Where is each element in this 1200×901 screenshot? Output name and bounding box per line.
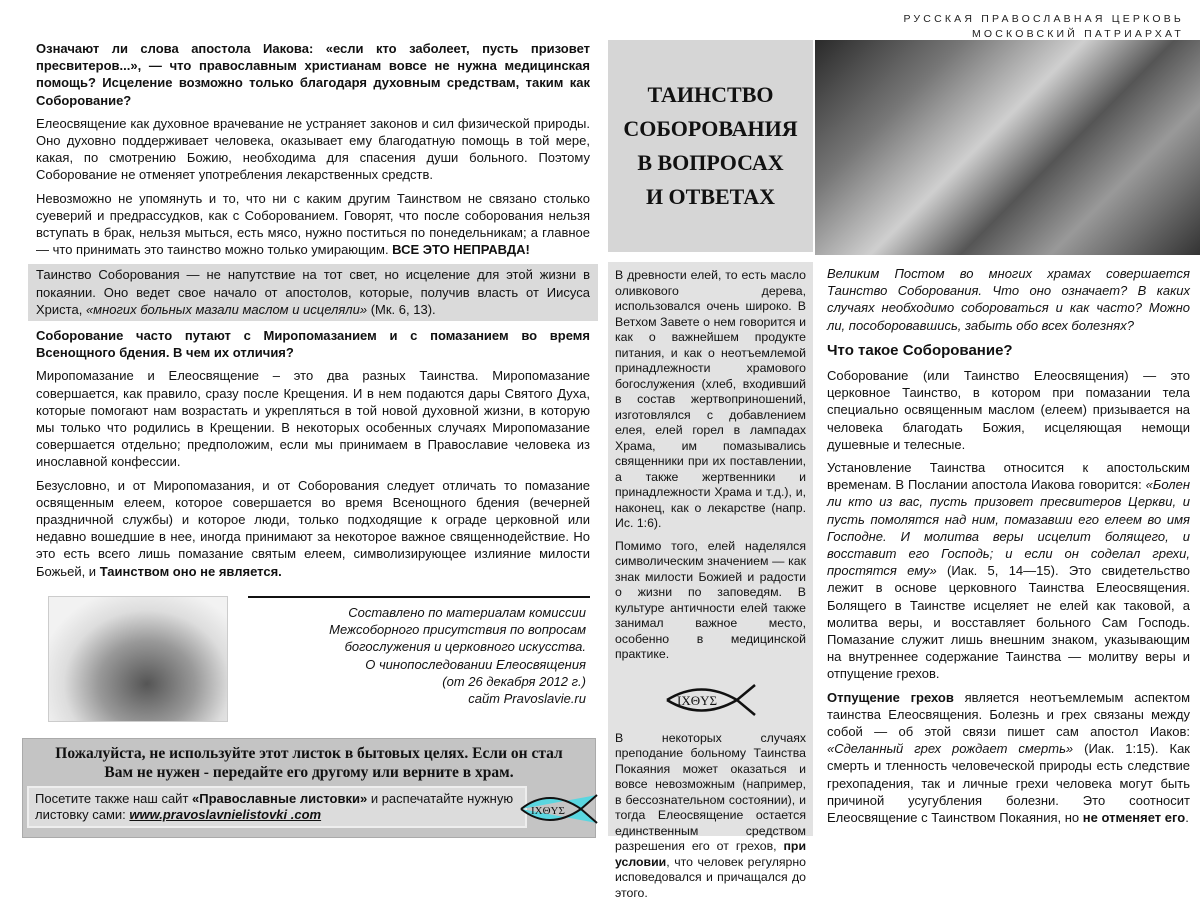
source-line: О чинопоследовании Елеосвящения (248, 656, 586, 673)
origin-paragraph (827, 459, 1190, 683)
website-box (27, 786, 527, 828)
left-column (36, 40, 590, 586)
sacrament-painting (815, 40, 1200, 255)
fish-text: IXΘYΣ (677, 693, 717, 708)
text: , что человек регулярно исповедовался и причащался до этого. (615, 855, 806, 900)
warning-line: Вам не нужен - передайте его другому или верните в храм. (23, 763, 595, 782)
oil-history-paragraph: В древности елей, то есть масло оливкового дерева, использовался очень широко. В Ветхом Завете о нем говорится и как о важнейшем продукте питания, и как о неотъемлемой принадлежности храмового богослужения (хлеб, входивший в состав жертвоприношений, изготовлялся с добавлением елея, елей горел в лампадах Храма, им помазывались священники при их поставлении, а также жертвенники и принадлежности Храма и т.д.), и, наконец, как о лекарстве (напр. Ис. 1:6). (615, 268, 806, 532)
highlight-box (28, 264, 598, 321)
answer-4 (36, 477, 590, 580)
emphasis: Таинством оно не является. (100, 564, 282, 579)
intro: Великим Постом во многих храмах совершается Таинство Соборования. Что оно означает? В каких случаях необходимо собороваться и как часто? Можно ли, пособоровавшись, забыть обо всех болезнях? (827, 265, 1190, 334)
quote: «Сделанный грех рождает смерть» (827, 741, 1073, 756)
right-column (827, 265, 1190, 832)
text: (Иак. 1:15). Как смерть и тленность человеческой природы есть следствие грехопадения, так и личные грехи человека могут быть причиной усугубления болезни. Это соотносит Елеосвящение с Таинством Покаяния, но (827, 741, 1190, 825)
forgiveness-paragraph (827, 689, 1190, 827)
source-line: Составлено по материалам комиссии (248, 604, 586, 621)
title-line: ТАИНСТВО (623, 78, 797, 112)
ichthys-fish-icon (519, 791, 599, 827)
header-line-2: МОСКОВСКИЙ ПАТРИАРХАТ (903, 27, 1184, 42)
text: Таинство Соборования — не напутствие на тот свет, но исцеление для этой жизни в покаянии. Оно ведет свое начало от апостолов, которые, получив власть от Иисуса Христа, (36, 267, 590, 316)
text: Невозможно не упомянуть и то, что ни с каким другим Таинством не связано столько суеверий и предрассудков, как с Соборованием. Говорят, что после соборования нельзя вступать в брак, нельзя мыться, есть мясо, нужно поститься по понедельникам; а главное — что принимать это таинство можно только умирающим. (36, 191, 590, 258)
text: (Мк. 6, 13). (367, 302, 436, 317)
title-box (608, 40, 813, 252)
emphasis: ВСЕ ЭТО НЕПРАВДА! (392, 242, 530, 257)
text: и распечатайте нужную листовку сами: (35, 791, 513, 822)
source-credit (248, 604, 586, 707)
divider (248, 596, 590, 598)
emphasis: не отменяет его (1083, 810, 1185, 825)
answer-2 (36, 190, 590, 259)
title-line: В ВОПРОСАХ (623, 146, 797, 180)
quote: «Болен ли кто из вас, пусть призовет пресвитеров Церкви, и пусть помолятся над ним, помазавши его елеем во имя Господне. И молитва веры исцелит болящего, и восставит его Господь; и если он соделал грехи, простятся ему» (827, 477, 1190, 578)
question-2: Соборование часто путают с Миропомазанием и с помазанием во время Всенощного бдения. В чем их отличия? (36, 327, 590, 361)
question-1: Означают ли слова апостола Иакова: «если кто заболеет, пусть призовет пресвитеров...», — что православным христианам вовсе не нужна медицинская помощь? Исцеление возможно только благодаря духовным средствам, таким как Соборование? (36, 40, 590, 109)
header-line-1: РУССКАЯ ПРАВОСЛАВНАЯ ЦЕРКОВЬ (903, 12, 1184, 27)
warning-line: Пожалуйста, не используйте этот листок в бытовых целях. Если он стал (23, 744, 595, 763)
emphasis: при условии (615, 839, 806, 869)
title-line: И ОТВЕТАХ (623, 180, 797, 214)
text: является неотъемлемым аспектом таинства Елеосвящения. Болезнь и грех связаны между собой — об этой связи пишет сам апостол Иаков: (827, 690, 1190, 739)
unction-set-photo (48, 596, 228, 722)
footer-warning (23, 739, 595, 782)
section-heading: Что такое Соборование? (827, 342, 1190, 359)
church-header (903, 12, 1184, 42)
source-line: Межсоборного присутствия по вопросам (248, 621, 586, 638)
oil-symbol-paragraph: Помимо того, елей наделялся символическим значением — как знак милости Божией и радости о жизни по заповедям. В культуре античности елей также занимал важное место, особенно в медицинской практике. (615, 539, 806, 663)
answer-1: Елеосвящение как духовное врачевание не устраняет законов и сил физической природы. Оно духовно поддерживает человека, оказывает ему благодатную помощь в той мере, какая, по смотрению Божию, необходима для спасения души больного. Поэтому Соборование не отменяет употребления лекарственных средств. (36, 115, 590, 184)
emphasis: Отпущение грехов (827, 690, 954, 705)
penance-paragraph (615, 731, 806, 901)
text: . (1185, 810, 1189, 825)
definition-paragraph: Соборование (или Таинство Елеосвящения) — это церковное Таинство, в котором при помазании тела специально освященным маслом (елеем) призывается на человека благодать Божия, исцеляющая немощи душевные и телесные. (827, 367, 1190, 453)
text: В некоторых случаях преподание больному Таинства Покаяния может оказаться и вовсе невозможным (например, в бессознательном состоянии), и тогда Елеосвящение остается единственным средством разрешения его от грехов, (615, 731, 806, 854)
middle-column (608, 262, 813, 836)
text: Безусловно, и от Миропомазания, и от Соборования следует отличать то помазание освященным елеем, которое совершается во время Всенощного бдения (вечерней праздничной службы) и которое люди, только подходящие к ограде церковной или недавно вошедшие в нее, иногда принимают за некоторое важное священнодействие. Но это есть всего лишь помазание святым елеем, символизирующее излияние милости Божьей, и (36, 478, 590, 579)
footer (22, 738, 596, 838)
title-line: СОБОРОВАНИЯ (623, 112, 797, 146)
answer-3: Миропомазание и Елеосвящение – это два разных Таинства. Миропомазание совершается, как правило, сразу после Крещения. И в нем подаются дары Святого Духа, которые помогают нам возрастать и укрепляться в той новой духовной жизни, в которую мы только что родились в Крещении. В некоторых особенных случаях Миропомазание совершается отдельно; предположим, если мы принимаем в Православие человека из инославной конфессии. (36, 367, 590, 470)
site-name: «Православные листовки» (192, 791, 367, 806)
source-line: богослужения и церковного искусства. (248, 638, 586, 655)
page-title (623, 78, 797, 214)
text: Посетите также наш сайт (35, 791, 192, 806)
source-line: (от 26 декабря 2012 г.) (248, 673, 586, 690)
ichthys-fish-icon (663, 683, 759, 717)
text: Установление Таинства относится к апостольским временам. В Послании апостола Иакова говорится: (827, 460, 1190, 492)
text: (Иак. 5, 14—15). Это свидетельство лежит в основе церковного Таинства Елеосвящения. Болящего в Таинстве исцеляет не елей как таковой, а молитва веры, и восставляет больного Сам Господь. Помазание служит лишь внешним знаком, указывающим на внутреннее содержание Таинства — молитву веры и отпущение грехов. (827, 563, 1190, 681)
source-line: сайт Pravoslavie.ru (248, 690, 586, 707)
fish-text: IXΘYΣ (531, 805, 565, 817)
website-link[interactable]: www.pravoslavnielistovki .com (129, 807, 321, 822)
quote: «многих больных мазали маслом и исцеляли» (86, 302, 367, 317)
